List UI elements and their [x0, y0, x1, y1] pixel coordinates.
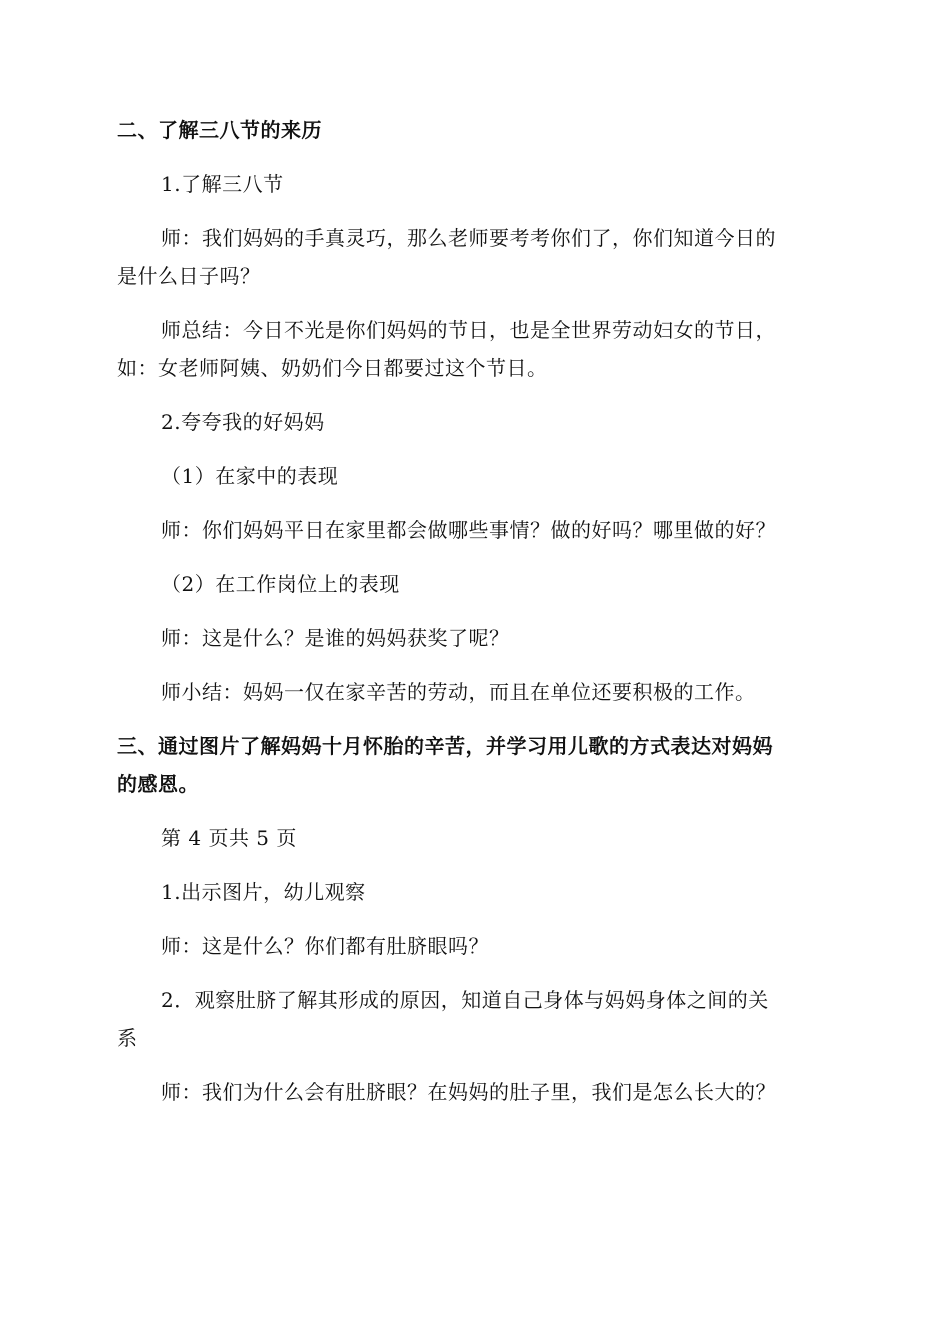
- subsection-title-3: 1.出示图片，幼儿观察: [161, 880, 366, 904]
- paragraph-line: 师：我们妈妈的手真灵巧，那么老师要考考你们了，你们知道今日的: [161, 226, 776, 250]
- paragraph-line: 师：这是什么？你们都有肚脐眼吗？: [161, 934, 489, 958]
- subsection-title-1: 1.了解三八节: [161, 172, 284, 196]
- paragraph-line: 师总结：今日不光是你们妈妈的节日，也是全世界劳动妇女的节日，: [161, 318, 776, 342]
- paragraph-line: 师小结：妈妈一仅在家辛苦的劳动，而且在单位还要积极的工作。: [161, 680, 756, 704]
- page-number: 第 4 页共 5 页: [161, 826, 297, 850]
- sub-item-2: （2）在工作岗位上的表现: [161, 572, 400, 596]
- paragraph-line: 师：你们妈妈平日在家里都会做哪些事情？做的好吗？哪里做的好？: [161, 518, 776, 542]
- paragraph-line: 师：我们为什么会有肚脐眼？在妈妈的肚子里，我们是怎么长大的？: [161, 1080, 776, 1104]
- section-heading-3-cont: 的感恩。: [117, 772, 199, 796]
- subsection-title-4: 2．观察肚脐了解其形成的原因，知道自己身体与妈妈身体之间的关: [161, 988, 769, 1012]
- paragraph-line: 是什么日子吗？: [117, 264, 261, 288]
- paragraph-line: 如：女老师阿姨、奶奶们今日都要过这个节日。: [117, 356, 548, 380]
- section-heading-2: 二、了解三八节的来历: [117, 118, 322, 142]
- section-heading-3: 三、通过图片了解妈妈十月怀胎的辛苦，并学习用儿歌的方式表达对妈妈: [117, 734, 773, 758]
- subsection-title-4-cont: 系: [117, 1026, 138, 1050]
- subsection-title-2: 2.夸夸我的好妈妈: [161, 410, 325, 434]
- paragraph-line: 师：这是什么？是谁的妈妈获奖了呢？: [161, 626, 510, 650]
- sub-item-1: （1）在家中的表现: [161, 464, 339, 488]
